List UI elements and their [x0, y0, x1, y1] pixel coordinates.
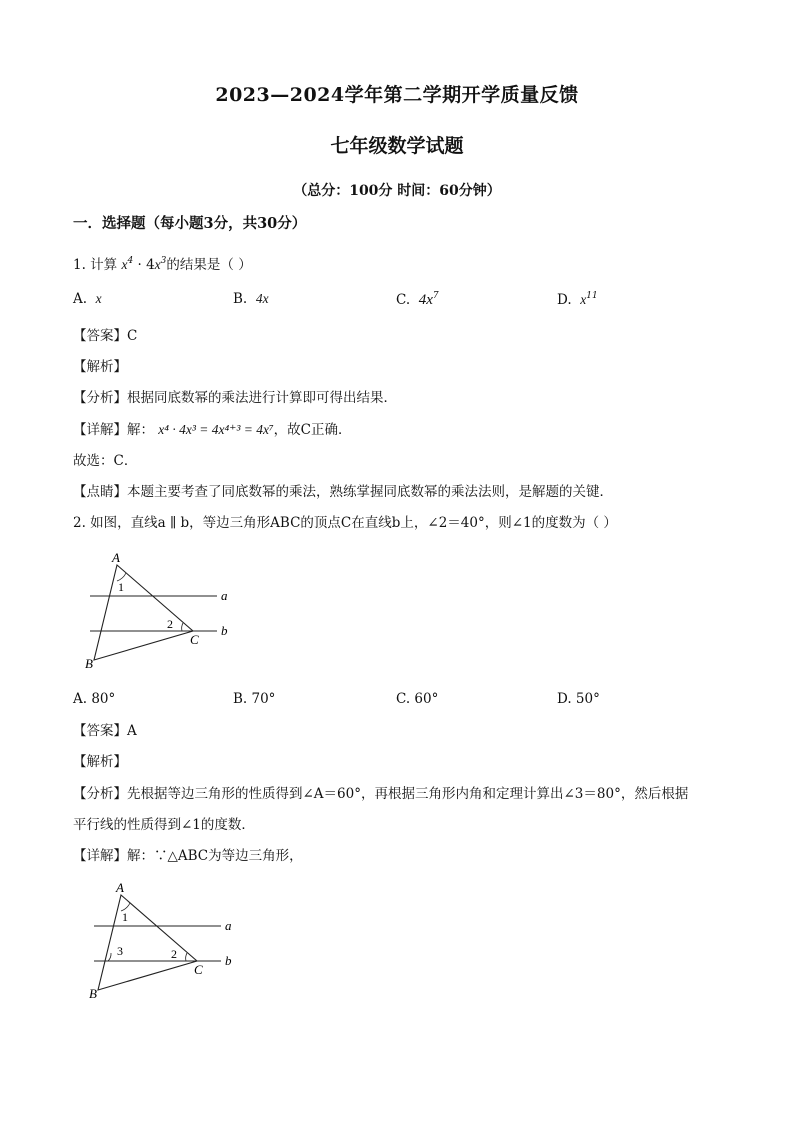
q2-figure	[80, 548, 250, 678]
q1-comment: 【点睛】本题主要考查了同底数幂的乘法，熟练掌握同底数幂的乘法法则，是解题的关键．	[73, 484, 613, 500]
q2-analysis-line1: 【分析】先根据等边三角形的性质得到∠A＝60°，再根据三角形内角和定理计算出∠3＝80°，然后根据	[73, 786, 689, 802]
q2-option-d: D. 50°	[557, 691, 600, 707]
q1-option-b: B. 4x	[233, 291, 269, 307]
label-angle-1: 1	[122, 910, 128, 924]
exam-meta: （总分：100分 时间：60分钟）	[293, 183, 501, 199]
q1-choose: 故选：C．	[73, 453, 138, 469]
section-heading: 一．选择题（每小题3分，共30分）	[73, 215, 307, 232]
label-angle-3: 3	[117, 944, 123, 958]
label-angle-2: 2	[167, 617, 173, 631]
q2-answer: 【答案】A	[73, 723, 137, 739]
label-b-vertex: B	[89, 986, 97, 1001]
q1-analysis-title: 【解析】	[73, 359, 127, 375]
label-line-b: b	[221, 623, 228, 638]
q2-analysis-line2: 平行线的性质得到∠1的度数．	[73, 817, 255, 833]
label-c-vertex: C	[190, 632, 199, 647]
page-title: 2023—2024学年第二学期开学质量反馈	[215, 84, 579, 106]
triangle-abc	[94, 565, 193, 660]
q1-analysis: 【分析】根据同底数幂的乘法进行计算即可得出结果．	[73, 390, 397, 406]
label-a-vertex: A	[116, 880, 124, 895]
angle-3-arc	[108, 953, 111, 961]
label-b-vertex: B	[85, 656, 93, 671]
q1-option-c: C. $4x^7$	[396, 291, 439, 308]
q2-stem: 2. 如图，直线a ∥ b，等边三角形ABC的顶点C在直线b上，∠2＝40°，则∠1的度数为（ ）	[73, 515, 617, 531]
label-a-vertex: A	[112, 550, 120, 565]
label-angle-2: 2	[171, 947, 177, 961]
label-angle-1: 1	[118, 580, 124, 594]
q1-stem: 1. 计算 $x^4 \cdot 4x^3$的结果是（ ）	[73, 256, 252, 273]
q2-detail: 【详解】解：∵△ABC为等边三角形，	[73, 848, 303, 864]
angle-2-arc	[186, 953, 187, 961]
triangle-abc	[98, 895, 197, 990]
q2-option-b: B. 70°	[233, 691, 276, 707]
q2-option-c: C. 60°	[396, 691, 439, 707]
q1-option-a: A. x	[73, 291, 102, 307]
q1-answer: 【答案】C	[73, 328, 138, 344]
q2-option-a: A. 80°	[73, 691, 116, 707]
q2-solution-figure	[84, 878, 254, 1008]
label-c-vertex: C	[194, 962, 203, 977]
label-line-b: b	[225, 953, 232, 968]
label-line-a: a	[225, 918, 232, 933]
angle-2-arc	[182, 623, 183, 631]
q1-detail: 【详解】解： x⁴ · 4x³ = 4x⁴⁺³ = 4x⁷，故C正确．	[73, 422, 352, 438]
page-subtitle: 七年级数学试题	[330, 135, 464, 157]
label-line-a: a	[221, 588, 228, 603]
q1-option-d: D. $x^{11}$	[557, 291, 598, 308]
q2-analysis-title: 【解析】	[73, 754, 127, 770]
